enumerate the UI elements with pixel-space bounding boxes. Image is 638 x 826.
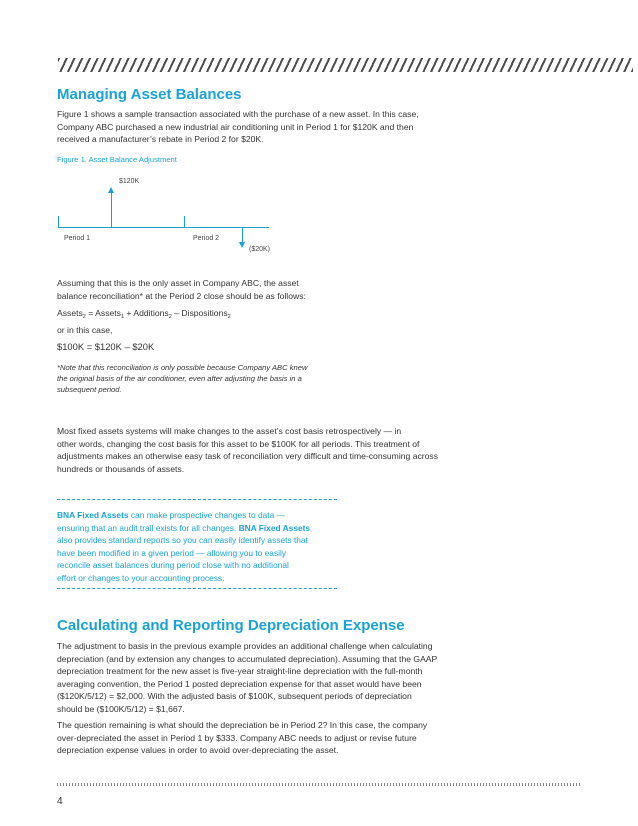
text-line: averaging convention, the Period 1 posted depreciation expense for that asset would have been: [57, 678, 422, 689]
formula-term: – Dispositions: [171, 308, 228, 318]
or-text: or in this case,: [57, 325, 113, 335]
text-line: over-depreciated the asset in Period 1 by $333. Company ABC needs to adjust or revise future: [57, 732, 417, 743]
text-line: Most fixed assets systems will make changes to the asset’s cost basis retrospectively — in: [57, 426, 402, 436]
text-line: reconcile asset balances during period close with no additional: [57, 560, 289, 571]
text-line: The question remaining is what should the depreciation be in Period 2? In this case, the company: [57, 720, 428, 730]
text-line: effort or changes to your accounting process.: [57, 572, 225, 583]
footer-dotted-divider: [57, 783, 581, 786]
section-heading-managing-asset-balances: Managing Asset Balances: [57, 86, 242, 103]
callout-top-divider: [57, 499, 337, 500]
assumption-paragraph: [57, 277, 306, 302]
product-callout: [57, 509, 310, 585]
callout-bottom-divider: [57, 588, 337, 589]
text-line: also provides standard reports so you can easily identify assets that: [57, 535, 308, 546]
text-line: other words, changing the cost basis for this asset to be $100K for all periods. This treatment of: [57, 438, 420, 449]
timeline-tick-start: [58, 216, 59, 228]
formula-subscript: 2: [227, 314, 231, 320]
brand-name: BNA Fixed Assets: [238, 522, 311, 533]
text-line: *Note that this reconciliation is only possible because Company ABC knew: [57, 363, 308, 372]
equation: $100K = $120K – $20K: [57, 341, 155, 352]
formula-term: Assets: [57, 308, 83, 318]
text-line: subsequent period.: [57, 385, 122, 394]
formula-term: = Assets: [85, 308, 121, 318]
text-line: can make prospective changes to data —: [128, 510, 285, 520]
cost-basis-paragraph: [57, 425, 438, 475]
period2-label: Period 2: [193, 235, 220, 242]
text-line: ($120K/5/12) = $2,000. With the adjusted basis of $100K, subsequent periods of depreciation: [57, 691, 412, 701]
text-line: depreciation treatment for the new asset is five-year straight-line depreciation with the full-month: [57, 666, 423, 676]
brand-name: BNA Fixed Assets: [57, 510, 129, 520]
text-line: Company ABC purchased a new industrial air conditioning unit in Period 1 for $120K and then: [57, 121, 414, 132]
text-line: depreciation expense values in order to avoid over-depreciating the asset.: [57, 745, 339, 755]
footnote: [57, 362, 307, 395]
question-paragraph: [57, 719, 427, 757]
section-heading-depreciation-expense: Calculating and Reporting Depreciation Expense: [57, 617, 405, 634]
addition-amount-label: $120K: [119, 178, 140, 185]
timeline-axis: [58, 227, 269, 228]
depreciation-paragraph: [57, 640, 437, 715]
text-line: ensuring that an audit trail exists for all changes.: [57, 522, 239, 533]
text-line: adjustments makes an otherwise easy task of reconciliation very difficult and time-consuming across: [57, 451, 439, 461]
period1-label: Period 1: [64, 235, 91, 242]
text-line: hundreds or thousands of assets.: [57, 463, 185, 474]
text-line: depreciation (and by extension any changes to accumulated depreciation). Assuming that the GAAP: [57, 653, 438, 664]
text-line: have been modified in a given period — allowing you to easily: [57, 547, 287, 558]
text-line: the original basis of the air conditioner, even after adjusting the basis in a: [57, 374, 302, 383]
timeline-tick-period2: [184, 216, 185, 228]
text-line: received a manufacturer’s rebate in Period 2 for $20K.: [57, 134, 264, 144]
text-line: Assuming that this is the only asset in Company ABC, the asset: [57, 278, 299, 288]
formula-term: + Additions: [124, 308, 169, 318]
figure-caption: Figure 1. Asset Balance Adjustment: [57, 155, 177, 164]
intro-paragraph: [57, 108, 419, 146]
formula-subscript: 1: [120, 314, 125, 320]
formula-subscript: 2: [168, 314, 172, 320]
page-number: 4: [57, 796, 63, 807]
addition-arrow: [111, 192, 112, 228]
text-line: balance reconciliation* at the Period 2 close should be as follows:: [57, 290, 306, 301]
formula-subscript: 2: [82, 314, 86, 320]
decorative-slash-bar: [58, 58, 633, 72]
text-line: should be ($100K/5/12) = $1,667.: [57, 703, 185, 714]
text-line: The adjustment to basis in the previous example provides an additional challenge when calculating: [57, 641, 433, 651]
text-line: Figure 1 shows a sample transaction associated with the purchase of a new asset. In this case,: [57, 109, 419, 119]
disposition-arrow: [242, 227, 243, 243]
reconciliation-formula: [57, 307, 231, 324]
disposition-amount-label: ($20K): [249, 246, 271, 253]
